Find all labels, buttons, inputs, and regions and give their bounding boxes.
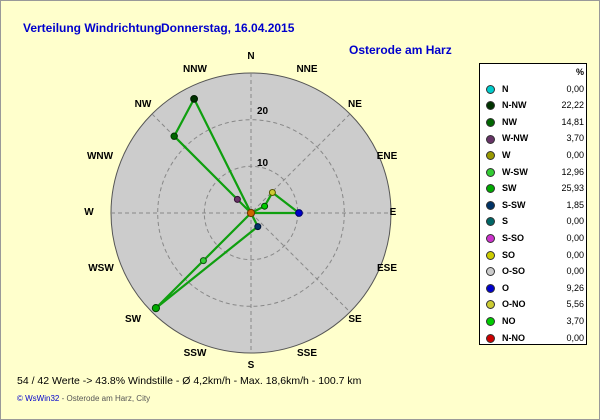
chart-date: Donnerstag, 16.04.2015 — [161, 21, 295, 35]
legend-percent-value: 3,70 — [566, 133, 584, 144]
legend-color-swatch-icon — [480, 180, 500, 197]
legend-percent-value: 0,00 — [566, 149, 584, 160]
dir-label-sse: SSE — [296, 348, 317, 359]
legend-color-swatch-icon — [480, 313, 500, 330]
dir-label-ese: ESE — [376, 263, 397, 274]
legend-table — [480, 64, 586, 346]
legend-color-swatch-icon — [480, 164, 500, 181]
legend-row — [480, 164, 586, 181]
dir-label-nne: NNE — [296, 64, 318, 75]
dir-label-n: N — [247, 51, 255, 62]
legend-row — [480, 296, 586, 313]
footer-stats: 54 / 42 Werte -> 43.8% Windstille - Ø 4,2km/h - Max. 18,6km/h - 100.7 km — [17, 375, 362, 387]
legend-direction-label: SW — [502, 183, 517, 194]
legend-color-swatch-icon — [480, 330, 500, 347]
legend-percent-value: 0,00 — [566, 216, 584, 227]
legend-percent-value: 0,00 — [566, 266, 584, 277]
legend-direction-label: S-SW — [502, 199, 526, 210]
legend-percent-value: 0,00 — [566, 332, 584, 343]
legend-color-swatch-icon — [480, 280, 500, 297]
legend-row — [480, 313, 586, 330]
dir-label-s: S — [247, 360, 255, 371]
legend-percent-value: 0,00 — [566, 83, 584, 94]
wind-rose — [84, 51, 401, 371]
legend-row — [480, 114, 586, 131]
legend-direction-label: S — [502, 216, 509, 227]
legend-row — [480, 230, 586, 247]
legend-header-row — [480, 64, 586, 81]
legend-direction-label: N-NO — [502, 332, 525, 343]
legend-header-symbol — [480, 64, 500, 81]
dir-label-se: SE — [348, 314, 362, 325]
footer-copyright: © WsWin32 — [17, 394, 60, 403]
legend-row — [480, 213, 586, 230]
dir-label-w: W — [84, 207, 94, 218]
legend-color-swatch-icon — [480, 97, 500, 114]
legend-direction-label: S-SO — [502, 232, 525, 243]
legend-direction-label: O-NO — [502, 299, 526, 310]
legend-percent-value: 1,85 — [566, 199, 584, 210]
page-title: Verteilung Windrichtung — [23, 21, 162, 35]
legend-direction-label: O — [502, 282, 510, 293]
legend-percent-value: 25,93 — [561, 183, 584, 194]
legend-color-swatch-icon — [480, 81, 500, 98]
legend-row — [480, 280, 586, 297]
dir-label-ene: ENE — [376, 151, 398, 162]
legend-percent-value: 9,26 — [566, 282, 584, 293]
legend-row — [480, 263, 586, 280]
legend-row — [480, 247, 586, 264]
legend-row — [480, 197, 586, 214]
dir-label-ssw: SSW — [183, 348, 207, 359]
legend-color-swatch-icon — [480, 230, 500, 247]
dir-label-wsw: WSW — [88, 263, 114, 274]
legend-color-swatch-icon — [480, 263, 500, 280]
legend-percent-value: 0,00 — [566, 249, 584, 260]
legend-color-swatch-icon — [480, 114, 500, 131]
legend-direction-label: SO — [502, 249, 516, 260]
legend-direction-label: N-NW — [502, 100, 527, 111]
ring-label-10: 10 — [257, 158, 269, 169]
legend-percent-value: 14,81 — [561, 116, 584, 127]
footer-credits — [17, 394, 150, 403]
legend-color-swatch-icon — [480, 197, 500, 214]
legend-row — [480, 180, 586, 197]
legend-header-value: % — [575, 67, 584, 77]
legend-color-swatch-icon — [480, 213, 500, 230]
legend-row — [480, 147, 586, 164]
legend-color-swatch-icon — [480, 147, 500, 164]
legend-direction-label: NW — [502, 116, 517, 127]
dir-label-sw: SW — [124, 314, 142, 325]
legend-direction-label: N — [502, 83, 509, 94]
dir-label-nnw: NNW — [183, 64, 207, 75]
legend-color-swatch-icon — [480, 247, 500, 264]
legend-percent-value: 5,56 — [566, 299, 584, 310]
legend-row — [480, 330, 586, 347]
footer-source: Osterode am Harz, City — [66, 394, 151, 403]
legend-percent-value: 22,22 — [561, 100, 584, 111]
legend-row — [480, 130, 586, 147]
legend-direction-label: O-SO — [502, 266, 526, 277]
legend-direction-label: NO — [502, 315, 516, 326]
legend-header-label — [500, 64, 550, 81]
legend-color-swatch-icon — [480, 130, 500, 147]
dir-label-nw: NW — [134, 99, 152, 110]
legend-row — [480, 97, 586, 114]
dir-label-wnw: WNW — [86, 151, 114, 162]
legend-color-swatch-icon — [480, 296, 500, 313]
legend-row — [480, 81, 586, 98]
legend-direction-label: W-SW — [502, 166, 528, 177]
legend-percent-value: 3,70 — [566, 315, 584, 326]
legend — [479, 63, 587, 345]
footer-separator: - — [61, 394, 65, 403]
legend-percent-value: 12,96 — [561, 166, 584, 177]
ring-label-20: 20 — [257, 106, 269, 117]
legend-direction-label: W — [502, 149, 511, 160]
legend-direction-label: W-NW — [502, 133, 529, 144]
legend-percent-value: 0,00 — [566, 232, 584, 243]
dir-label-ne: NE — [348, 99, 362, 110]
chart-location: Osterode am Harz — [349, 43, 452, 57]
dir-label-e: E — [389, 207, 397, 218]
